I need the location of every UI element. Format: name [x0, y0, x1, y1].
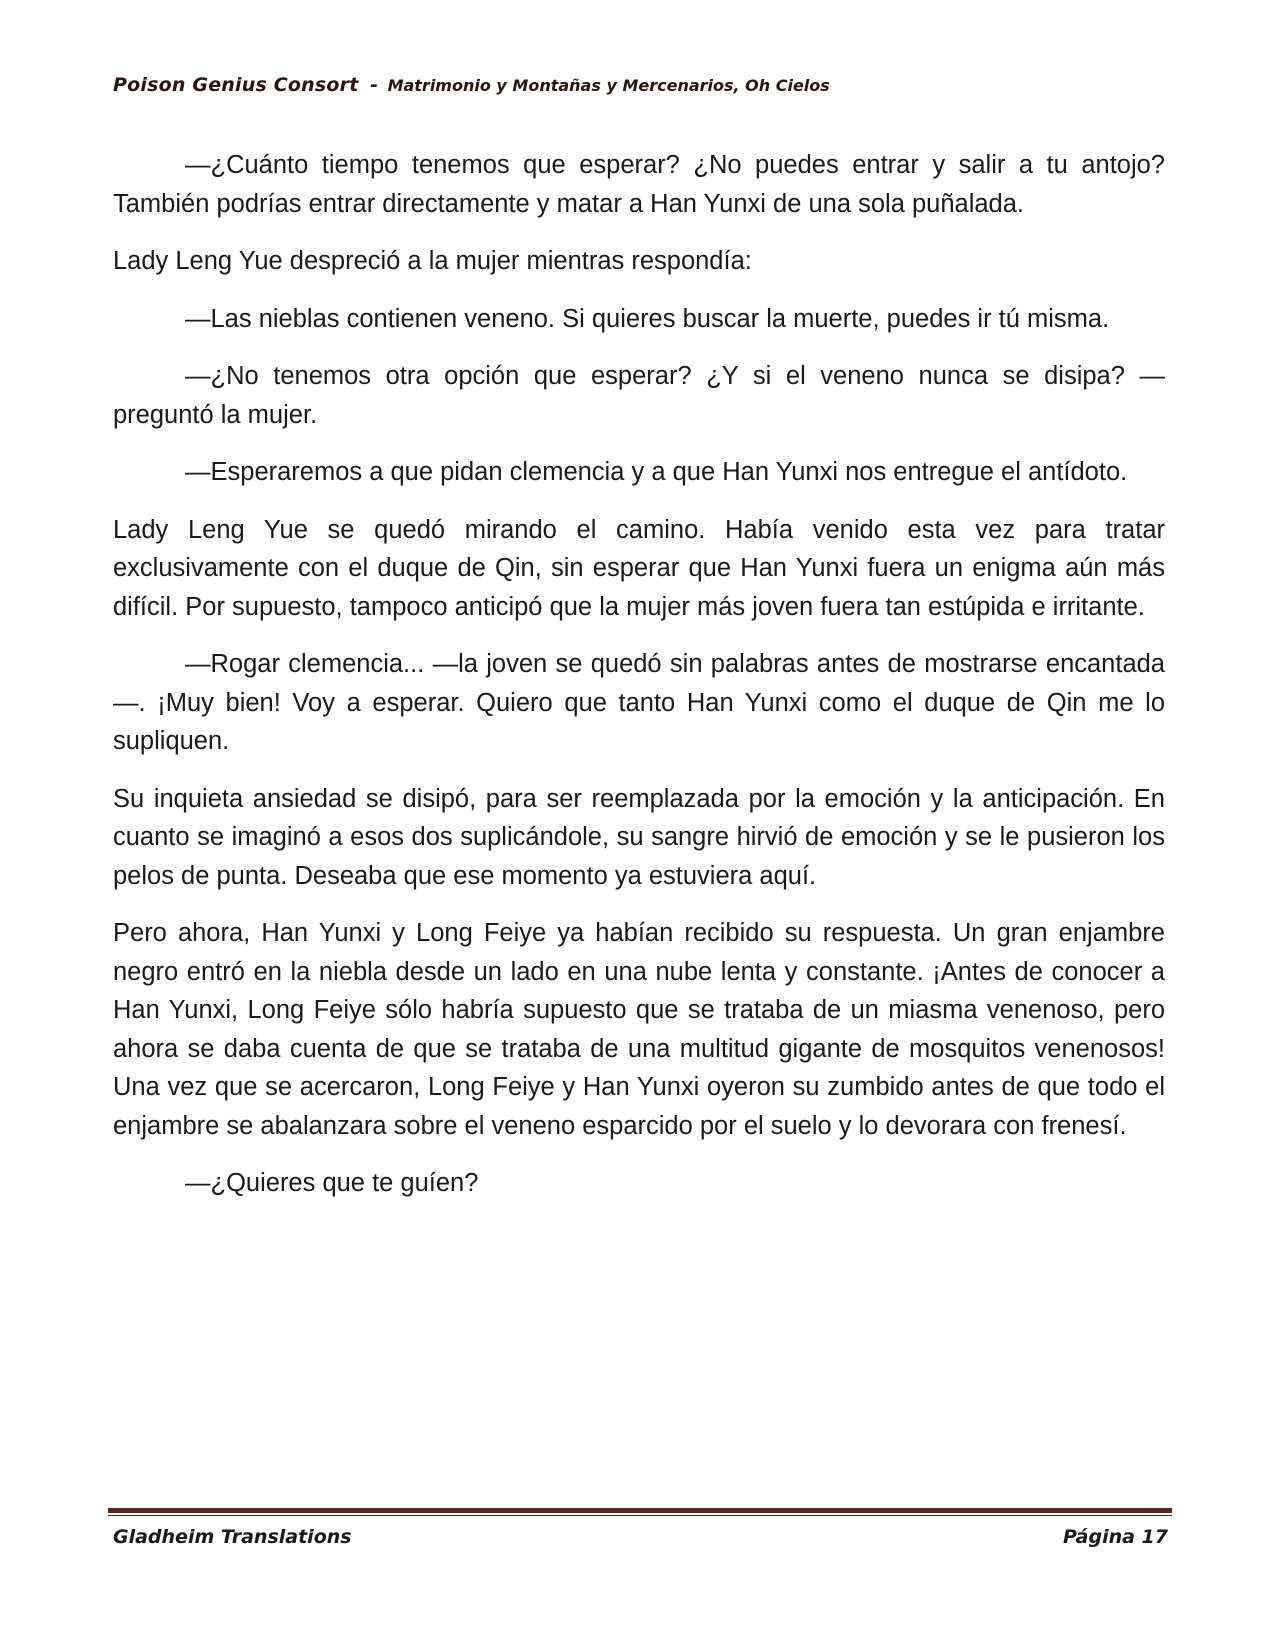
paragraph: —Las nieblas contienen veneno. Si quieres buscar la muerte, puedes ir tú misma.	[185, 304, 1110, 333]
paragraph: Lady Leng Yue despreció a la mujer mientras respondía:	[113, 247, 752, 275]
paragraph: Pero ahora, Han Yunxi y Long Feiye ya habían recibido su respuesta. Un gran enjambre negro entró en la niebla desde un lado en una nube lenta y constante. ¡Antes de conocer a Han Yunxi, Long Feiye sólo habría supuesto que se trataba de un miasma venenoso, pero ahora se daba cuenta de que se trataba de una multitud gigante de mosquitos venenosos! Una vez que se acercaron, Long Feiye y Han Yunxi oyeron su zumbido antes de que todo el enjambre se abalanzara sobre el veneno esparcido por el suelo y lo devorara con frenesí.	[113, 919, 1165, 1140]
header-separator: -	[370, 74, 378, 96]
page-header	[113, 74, 1173, 96]
paragraph: —Rogar clemencia... —la joven se quedó sin palabras antes de mostrarse encantada—. ¡Muy bien! Voy a esperar. Quiero que tanto Han Yunxi como el duque de Qin me lo supliquen.	[113, 650, 1165, 755]
paragraph: —¿No tenemos otra opción que esperar? ¿Y si el veneno nunca se disipa? —preguntó la mujer.	[113, 362, 1165, 429]
paragraph: —Esperaremos a que pidan clemencia y a que Han Yunxi nos entregue el antídoto.	[185, 458, 1128, 486]
footer-divider-thin-line	[108, 1515, 1172, 1516]
page-footer	[113, 1526, 1168, 1548]
footer-divider-thick-line	[108, 1508, 1172, 1513]
paragraph: —¿Quieres que te guíen?	[185, 1169, 479, 1197]
paragraph: Su inquieta ansiedad se disipó, para ser reemplazada por la emoción y la anticipación. En cuanto se imaginó a esos dos suplicándole, su sangre hirvió de emoción y se le pusieron los pelos de punta. Deseaba que ese momento ya estuviera aquí.	[113, 784, 1165, 890]
book-title: Poison Genius Consort	[113, 74, 359, 96]
chapter-title: Matrimonio y Montañas y Mercenarios, Oh Cielos	[387, 76, 830, 95]
footer-divider	[108, 1508, 1172, 1516]
page-number: Página 17	[1062, 1526, 1168, 1548]
paragraph: —¿Cuánto tiempo tenemos que esperar? ¿No puedes entrar y salir a tu antojo? También podrías entrar directamente y matar a Han Yunxi de una sola puñalada.	[113, 151, 1165, 218]
paragraph: Lady Leng Yue se quedó mirando el camino. Había venido esta vez para tratar exclusivamente con el duque de Qin, sin esperar que Han Yunxi fuera un enigma aún más difícil. Por supuesto, tampoco anticipó que la mujer más joven fuera tan estúpida e irritante.	[113, 515, 1165, 621]
body-text	[113, 146, 1165, 1222]
footer-publisher: Gladheim Translations	[113, 1526, 352, 1548]
